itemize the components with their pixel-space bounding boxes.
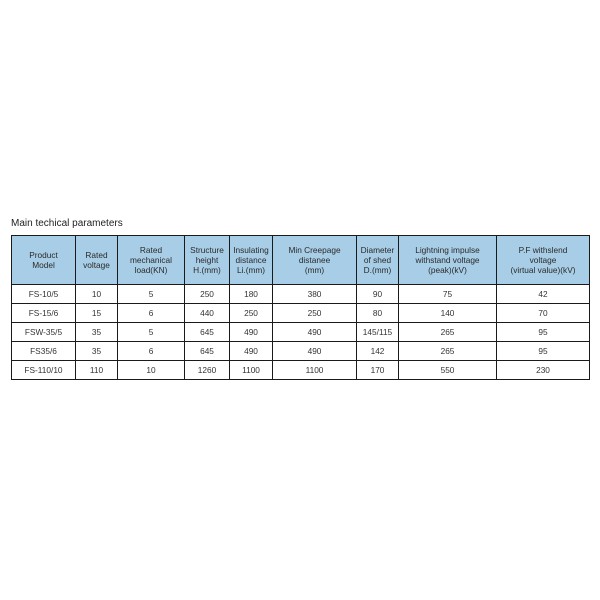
cell-diameter-of-shed: 90 [357, 285, 399, 304]
cell-product-model: FS-110/10 [12, 361, 76, 380]
cell-insulating-distance: 180 [230, 285, 273, 304]
header-product-model [12, 236, 76, 285]
header-lightning-impulse [399, 236, 497, 285]
cell-structure-height: 250 [185, 285, 230, 304]
cell-rated-mechanical-load: 5 [118, 323, 185, 342]
header-line: H.(mm) [193, 265, 221, 275]
header-structure-height [185, 236, 230, 285]
cell-diameter-of-shed: 142 [357, 342, 399, 361]
header-line: voltage [83, 260, 110, 270]
header-line: D.(mm) [363, 265, 392, 275]
header-pf-withstand-voltage [497, 236, 590, 285]
header-row [12, 236, 590, 285]
header-line: Min Creepage [288, 245, 341, 255]
table-body [12, 285, 590, 380]
header-line: load(KN) [134, 265, 168, 275]
header-insulating-distance [230, 236, 273, 285]
header-line: withstand voltage [415, 255, 480, 265]
cell-lightning-impulse: 265 [399, 323, 497, 342]
cell-min-creepage-distance: 490 [273, 323, 357, 342]
cell-product-model: FS35/6 [12, 342, 76, 361]
header-line: Li.(mm) [236, 265, 266, 275]
cell-lightning-impulse: 75 [399, 285, 497, 304]
cell-rated-voltage: 15 [76, 304, 118, 323]
header-line: (virtual value)(kV) [510, 265, 576, 275]
cell-structure-height: 440 [185, 304, 230, 323]
header-line: of shed [363, 255, 392, 265]
header-rated-voltage [76, 236, 118, 285]
cell-min-creepage-distance: 380 [273, 285, 357, 304]
cell-product-model: FSW-35/5 [12, 323, 76, 342]
cell-rated-voltage: 35 [76, 342, 118, 361]
cell-diameter-of-shed: 170 [357, 361, 399, 380]
cell-pf-withstand-voltage: 70 [497, 304, 590, 323]
table-row [12, 361, 590, 380]
parameters-table [11, 235, 590, 380]
table-row [12, 342, 590, 361]
cell-diameter-of-shed: 145/115 [357, 323, 399, 342]
table-row [12, 323, 590, 342]
cell-min-creepage-distance: 1100 [273, 361, 357, 380]
header-line: (mm) [304, 265, 325, 275]
header-line: height [195, 255, 219, 265]
cell-rated-mechanical-load: 6 [118, 342, 185, 361]
header-line: Insulating [233, 245, 269, 255]
header-line: distanee [298, 255, 331, 265]
cell-diameter-of-shed: 80 [357, 304, 399, 323]
cell-product-model: FS-10/5 [12, 285, 76, 304]
cell-min-creepage-distance: 250 [273, 304, 357, 323]
cell-rated-voltage: 35 [76, 323, 118, 342]
header-line: Rated [139, 245, 163, 255]
cell-pf-withstand-voltage: 95 [497, 323, 590, 342]
table-row [12, 304, 590, 323]
cell-structure-height: 1260 [185, 361, 230, 380]
header-min-creepage-distance [273, 236, 357, 285]
header-line: (peak)(kV) [428, 265, 467, 275]
header-line: Product [29, 250, 58, 260]
header-line: Rated [85, 250, 108, 260]
cell-rated-mechanical-load: 6 [118, 304, 185, 323]
cell-product-model: FS-15/6 [12, 304, 76, 323]
cell-insulating-distance: 250 [230, 304, 273, 323]
table-header [12, 236, 590, 285]
cell-pf-withstand-voltage: 95 [497, 342, 590, 361]
header-rated-mechanical-load [118, 236, 185, 285]
cell-structure-height: 645 [185, 323, 230, 342]
table-row [12, 285, 590, 304]
cell-pf-withstand-voltage: 42 [497, 285, 590, 304]
header-line: Lightning impulse [415, 245, 480, 255]
cell-structure-height: 645 [185, 342, 230, 361]
cell-lightning-impulse: 265 [399, 342, 497, 361]
cell-insulating-distance: 490 [230, 342, 273, 361]
header-line: P.F withslend [518, 245, 568, 255]
cell-insulating-distance: 1100 [230, 361, 273, 380]
cell-lightning-impulse: 550 [399, 361, 497, 380]
cell-lightning-impulse: 140 [399, 304, 497, 323]
cell-insulating-distance: 490 [230, 323, 273, 342]
cell-rated-mechanical-load: 10 [118, 361, 185, 380]
header-line: mechanical [130, 255, 172, 265]
cell-min-creepage-distance: 490 [273, 342, 357, 361]
header-diameter-of-shed [357, 236, 399, 285]
header-line: Diameter [360, 245, 395, 255]
header-line: voltage [529, 255, 557, 265]
header-line: distance [235, 255, 267, 265]
cell-pf-withstand-voltage: 230 [497, 361, 590, 380]
cell-rated-voltage: 10 [76, 285, 118, 304]
header-line: Model [32, 260, 55, 270]
section-title: Main techical parameters [11, 218, 123, 229]
header-line: Structure [190, 245, 224, 255]
cell-rated-mechanical-load: 5 [118, 285, 185, 304]
cell-rated-voltage: 110 [76, 361, 118, 380]
